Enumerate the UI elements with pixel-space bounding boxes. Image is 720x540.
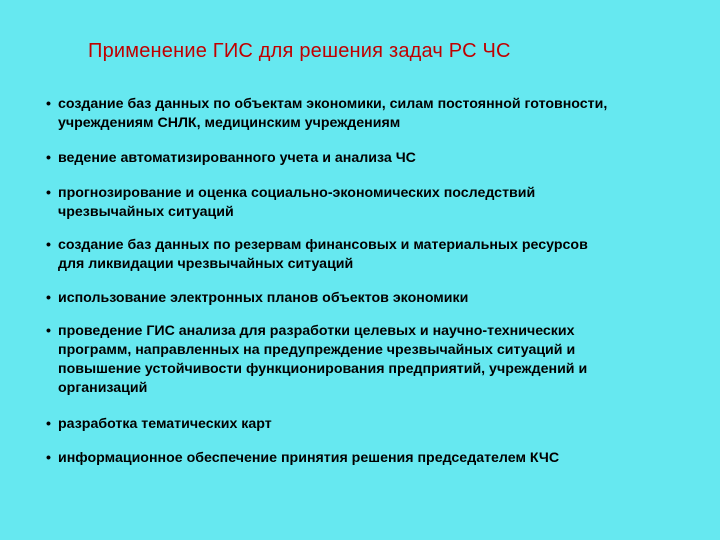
list-item-text: информационное обеспечение принятия решения председателем КЧС: [58, 450, 560, 466]
list-item-text: использование электронных планов объектов экономики: [58, 290, 469, 306]
bullet-icon: •: [46, 237, 51, 253]
list-item-text: создание баз данных по резервам финансовых и материальных ресурсов для ликвидации чрезвычайных ситуаций: [58, 237, 588, 272]
list-item-text: создание баз данных по объектам экономики, силам постоянной готовности, учреждениям СНЛК, медицинским учреждениям: [58, 96, 608, 131]
list-item: [46, 289, 696, 308]
bullet-icon: •: [46, 96, 51, 112]
list-item: [46, 149, 696, 168]
list-item: [46, 322, 696, 398]
bullet-icon: •: [46, 416, 51, 432]
list-item: [46, 95, 696, 133]
list-item-text: проведение ГИС анализа для разработки целевых и научно-технических программ, направленных на предупреждение чрезвычайных ситуаций и повышение устойчивости функционирования предприятий, учреждений и организаций: [58, 323, 588, 396]
bullet-icon: •: [46, 150, 51, 166]
list-item-text: ведение автоматизированного учета и анализа ЧС: [58, 150, 416, 166]
list-item: [46, 184, 696, 222]
list-item-text: разработка тематических карт: [58, 416, 272, 432]
bullet-icon: •: [46, 450, 51, 466]
bullet-icon: •: [46, 323, 51, 339]
list-item: [46, 236, 696, 274]
list-item-text: прогнозирование и оценка социально-экономических последствий чрезвычайных ситуаций: [58, 185, 536, 220]
bullet-icon: •: [46, 185, 51, 201]
list-item: [46, 415, 696, 434]
bullet-icon: •: [46, 290, 51, 306]
list-item: [46, 449, 696, 468]
bullet-list: [46, 95, 696, 468]
slide-title: Применение ГИС для решения задач РС ЧС: [88, 40, 511, 62]
